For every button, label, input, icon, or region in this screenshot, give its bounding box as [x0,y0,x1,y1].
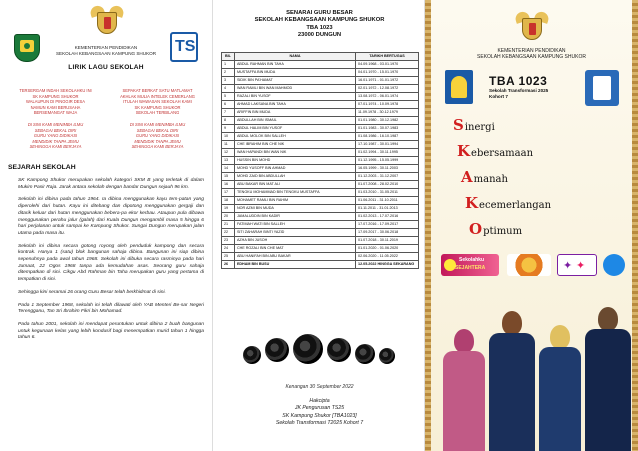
school-logo-icon [14,34,40,62]
rose-decoration [235,332,405,372]
col-nama: NAMA [234,53,355,61]
cell-nama: SIDIK BIN PA'HAMAT [234,77,355,85]
copyright-line: JK Pengurusan TS25 [294,405,345,412]
cell-bil: 1 [222,61,235,69]
partner-logos [441,254,631,280]
song-line: NAMUN KAMI BERUSAHA [30,104,81,110]
song-title: LIRIK LAGU SEKOLAH [68,64,144,71]
cell-tarikh: 01.07.2008 - 28.02.2010 [356,181,419,189]
person-figure [585,307,631,451]
song-stanza [8,88,103,116]
table-row [222,213,419,221]
cell-tarikh: 13.08.1972 - 06.01.1974 [356,93,419,101]
table-row [222,229,419,237]
cell-nama: TENGKU MOHAMMAD BIN TENGKU MUSTAFFA [234,189,355,197]
gold-border-left [425,0,431,451]
cell-tarikh: 01.08.1986 - 16.10.1987 [356,133,419,141]
ama-logo: ✦ ✦ [557,254,597,276]
cell-nama: MOHAMET RAMLI BIN RAHIM [234,197,355,205]
cell-tarikh: 01.07.2018 - 30.11.2019 [356,237,419,245]
history-paragraph: Pada 1 September 1968, sekolah ini telah dilawati oleh YAB Menteri Be-sar Negeri Terengganu, Tan Sri Ibrahim Fikri bin Mohamad. [18,302,204,315]
panel-headmasters [212,0,425,451]
cell-tarikh: 01.11.2011 - 31.01.2013 [356,205,419,213]
song-line: DI SINI KAMI MENIMBA ILMU [129,121,186,127]
table-row [222,117,419,125]
cell-tarikh: 01.02.1994 - 30.11.1995 [356,149,419,157]
cell-bil: 14 [222,165,235,173]
cell-nama: SITI ZAHARAH BINTI YAZID [234,229,355,237]
history-paragraph: Pada tahun 2001, sekolah ini mendapat peruntukan untuk dibina 2 buah bangunan untuk kegunaan kelas yang lebih kondusif bagi menempatkan murid tahun 1 hingga tahun 6. [18,321,204,341]
history-title: SEJARAH SEKOLAH [8,164,76,171]
copyright-block [213,398,426,428]
copyright-line: SK Kampung Shukor [TBA1023] [282,412,357,419]
song-line: SEHINGGA KAMI BERJAYA [131,144,184,150]
cell-bil: 18 [222,197,235,205]
song-lyrics-right [110,88,205,156]
table-row [222,125,419,133]
song-line: SEPAKAT BERKAT SATU MATLAMAT [122,88,193,93]
cell-nama: NOR AZMI BIN MUDA [234,205,355,213]
history-paragraph: Sekolah ini dibina pada tahun 1964. Ia dibina menggunakan kayu tem-patan yang diperolehi dari hutan. Kayu ini ditebang dan dipotong menggunakan gergaji dan ditarik keluar dari hutan menggunakan bebera-pa ekor kerbau. Ataupun pula dibawa menggunakan perahu jalur (galah) dari Kuala Dungun mengambil masa 5 hingga 6 hari perjalanan untuk sampai ke Kampung Shukor. Sungai Dungun merupakan jalan utama pada masa itu. [18,197,204,236]
cell-bil: 24 [222,245,235,253]
table-row [222,221,419,229]
headmasters-table [221,52,419,269]
person-figure [539,325,581,451]
rose-icon [379,348,395,364]
col-bil: BIL [222,53,235,61]
headmasters-header [213,10,426,40]
table-header-row [222,53,419,61]
cell-nama: WAN HAPANDI BIN WAN NIK [234,149,355,157]
table-row [222,237,419,245]
cell-bil: 26 [222,261,235,269]
table-row [222,93,419,101]
cell-nama: ABDUL HALIM BIN YUSOF [234,125,355,133]
memento-date: Kenangan 30 September 2022 [285,384,354,390]
table-row [222,189,419,197]
cell-tarikh: 04.09.1968 - 03.01.1970 [356,61,419,69]
cell-nama: ABDUL RAHMAN BIN TAHA [234,61,355,69]
cell-nama: AZHA BIN JUSOH [234,237,355,245]
cell-nama: MOHD ZAID BIN ABDULLAH [234,173,355,181]
history-paragraph: Sekolah ini dibina secara gotong royong oleh penduduk kampong dan secara kontrak. Hanya 1 (satu) blok bangunan sahaja dibina. Bangunan ini siap dibina sepenuhnya pada awal tahun 1968. Sekolah ini dibuka secara rasminya pada hari Jumaat, 22 Ogos 1968 tanpa ada kemudahan asas. Seorang guru sahaja ditempatkan di sini. Cikgu Abd Rahman bin Taha merupakan guru yang pertama di tempatkan di sini. [18,243,204,283]
table-row [222,69,419,77]
song-line: AKHLAK MULIA INTELEK CEMERLANG [120,93,195,99]
cell-bil: 12 [222,149,235,157]
cell-bil: 8 [222,117,235,125]
cell-bil: 21 [222,221,235,229]
table-row [222,245,419,253]
cell-nama: HUSSIN BIN MOHD [234,157,355,165]
cell-tarikh: 01.01.1980 - 30.12.1982 [356,117,419,125]
cell-nama: CHE ROZALI BIN CHE MAT [234,245,355,253]
cell-nama: MOHD YUSOFF BIN AHMAD [234,165,355,173]
cell-bil: 15 [222,173,235,181]
sun-icon [444,259,456,271]
circle-badge-logo [603,254,625,276]
school-subtitle: Sekolah Transformasi 2025 Kohort 7 [489,88,549,99]
table-row [222,253,419,261]
table-row [222,205,419,213]
cell-bil: 10 [222,133,235,141]
cell-tarikh: 02.06.2020 - 11.05.2022 [356,253,419,261]
table-row [222,157,419,165]
sekolahku-sejahtera-logo: Sekolahku SEJAHTERA [441,254,499,276]
cell-tarikh: 12.05.2022 HINGGA SEKARANG [356,261,419,269]
rose-icon [293,334,323,364]
cell-nama: ABU HANIFAH BIN ABU BAKAR [234,253,355,261]
panel-cover [425,0,638,451]
table-row [222,165,419,173]
cell-bil: 19 [222,205,235,213]
rose-icon [327,338,351,362]
cell-tarikh: 01.06.2011 - 31.10.2011 [356,197,419,205]
cell-bil: 17 [222,189,235,197]
cell-nama: WAN RAMLI BIN WAN MAHMOD [234,85,355,93]
value-word: Optimum [469,220,523,238]
cell-bil: 6 [222,101,235,109]
cell-tarikh: 01.12.2003 - 31.12.2007 [356,173,419,181]
song-stanza [110,88,205,116]
table-row [222,61,419,69]
cell-bil: 3 [222,77,235,85]
table-row [222,181,419,189]
cell-bil: 22 [222,229,235,237]
cell-bil: 25 [222,253,235,261]
rainbow-ring-logo [507,254,551,276]
cell-tarikh: 01.01.1983 - 30.07.1983 [356,125,419,133]
table-row [222,141,419,149]
cell-tarikh: 02.01.1972 - 12.08.1972 [356,85,419,93]
cell-nama: RAZALI BIN YUSOF [234,93,355,101]
song-line: SEHINGGA KAMI BERJAYA [29,144,82,150]
song-line: BERSEMANGAT WAJA [33,110,78,116]
history-text [18,178,204,348]
song-stanza [8,122,103,150]
table-row [222,261,419,269]
table-row [222,133,419,141]
table-row [222,77,419,85]
staff-photo [439,282,631,451]
cell-bil: 20 [222,213,235,221]
value-word: Amanah [461,168,508,186]
song-line: WALAUPUN DI PINGGIR DESA [26,99,85,105]
cell-tarikh: 07.01.1974 - 10.09.1978 [356,101,419,109]
cell-tarikh: 17.09.2017 - 30.06.2018 [356,229,419,237]
cell-nama: ABDUL MOLOK BIN SALLEH [234,133,355,141]
table-row [222,149,419,157]
value-word: Kecemerlangan [465,194,552,212]
cell-bil: 2 [222,69,235,77]
cell-bil: 4 [222,85,235,93]
school-badge-icon [445,70,473,104]
copyright-line: Sekolah Transformasi T2025 Kohort 7 [275,420,364,427]
song-line: SEBAGAI BEKAL DIRI [34,127,77,133]
rose-icon [355,344,375,364]
cell-bil: 13 [222,157,235,165]
cell-bil: 11 [222,141,235,149]
cell-tarikh: 16.05.1999 - 30.11.2003 [356,165,419,173]
panel-school-song-history [0,0,212,451]
person-figure [443,329,485,451]
cell-tarikh: 01.12.1995 - 15.05.1999 [356,157,419,165]
cell-bil: 23 [222,237,235,245]
song-line: SEBAGAI BEKAL DIRI [136,127,179,133]
rose-icon [265,338,289,362]
cell-nama: CHE IBRAHIM BIN CHE NIK [234,141,355,149]
song-line: SEKOLAH TERBILANG [135,110,180,116]
cell-tarikh: 01.03.2010 - 31.05.2011 [356,189,419,197]
table-row [222,197,419,205]
cell-tarikh: 01.02.2013 - 17.07.2016 [356,213,419,221]
ministry-heading: KEMENTERIAN PENDIDIKAN SEKOLAH KEBANGSAAN KAMPUNG SHUKOR [477,48,586,61]
history-paragraph: Sehingga kini seramai 26 orang Guru Besar telah berkhidmat di sini. [18,289,166,295]
song-line: GURU YANG DIDIKASI [135,133,180,139]
cell-nama: EDHAM BIN BUSU [234,261,355,269]
cell-tarikh: 17.10.1987 - 30.01.1994 [356,141,419,149]
school-code: TBA 1023 [489,74,548,88]
song-line: SK KAMPUNG SHUKOR [32,93,79,99]
cell-nama: MUSTAFFA BIN MUDA [234,69,355,77]
table-row [222,85,419,93]
cell-tarikh: 01.01.2020 - 01.06.2020 [356,245,419,253]
cell-nama: JAMALUDDIN BIN KADIR [234,213,355,221]
song-line: DI SINI KAMI MENIMBA ILMU [27,121,84,127]
cell-nama: ARIFFIN BIN MUDA [234,109,355,117]
table-row [222,173,419,181]
header-line: SEKOLAH KEBANGSAAN KAMPUNG SHUKOR [254,17,385,24]
gold-border-right [632,0,638,451]
cell-nama: ABU BAKAR BIN MAT ALI [234,181,355,189]
ministry-crest-icon [515,12,549,42]
cell-tarikh: 16.01.1971 - 01.01.1972 [356,77,419,85]
song-line: MENDIDIK TANPA JEMU [32,138,79,144]
song-line: MENDIDIK TANPA JEMU [134,138,181,144]
cell-nama: AHMAD LAKSANA BIN TAHA [234,101,355,109]
table-row [222,101,419,109]
person-figure [489,311,535,451]
cell-nama: FATIMAH WATI BIN SALLEH [234,221,355,229]
header-line: SENARAI GURU BESAR [286,10,353,16]
song-line: TERSERGAM INDAH SEKOLAHKU INI [19,88,92,93]
cell-bil: 9 [222,125,235,133]
ts25-logo-icon: TS [170,32,198,62]
table-row [222,109,419,117]
cell-bil: 16 [222,181,235,189]
cell-tarikh: 04.01.1970 - 15.01.1970 [356,69,419,77]
history-paragraph: SK Kampong Shukor merupakan sekolah kategori SKM B yang terletak di dalam Mukim Pasir Raja. Jarak antara sekolah dengan bandar Dungun sejauh 96 km. [18,178,204,190]
song-lyrics-left [8,88,103,156]
col-tarikh: TARIKH BERTUGAS [356,53,419,61]
cell-tarikh: 17.07.2016 - 17.09.2017 [356,221,419,229]
ts25-logo-icon [585,70,619,106]
value-word: Kebersamaan [457,142,534,160]
ministry-crest-icon [90,6,124,36]
song-stanza [110,122,205,150]
ministry-heading: KEMENTERIAN PENDIDIKAN SEKOLAH KEBANGSAAN KAMPUNG SHUKOR [55,45,157,56]
header-line: TBA 1023 [306,24,333,31]
song-line: SK KAMPUNG SHUKOR [134,104,181,110]
value-word: Sinergi [453,116,495,134]
cell-tarikh: 11.09.1978 - 30.12.1979 [356,109,419,117]
header-line: 23000 DUNGUN [297,32,342,39]
song-line: ITULAH WAWASAN SEKOLAH KAMI [123,99,192,105]
rose-icon [243,346,261,364]
copyright-line: Hakcipta [309,398,330,404]
cell-bil: 5 [222,93,235,101]
song-line: GURU YANG DIDIKASI [33,133,78,139]
cell-nama: ABDULLAH BIN ISMAIL [234,117,355,125]
cell-bil: 7 [222,109,235,117]
